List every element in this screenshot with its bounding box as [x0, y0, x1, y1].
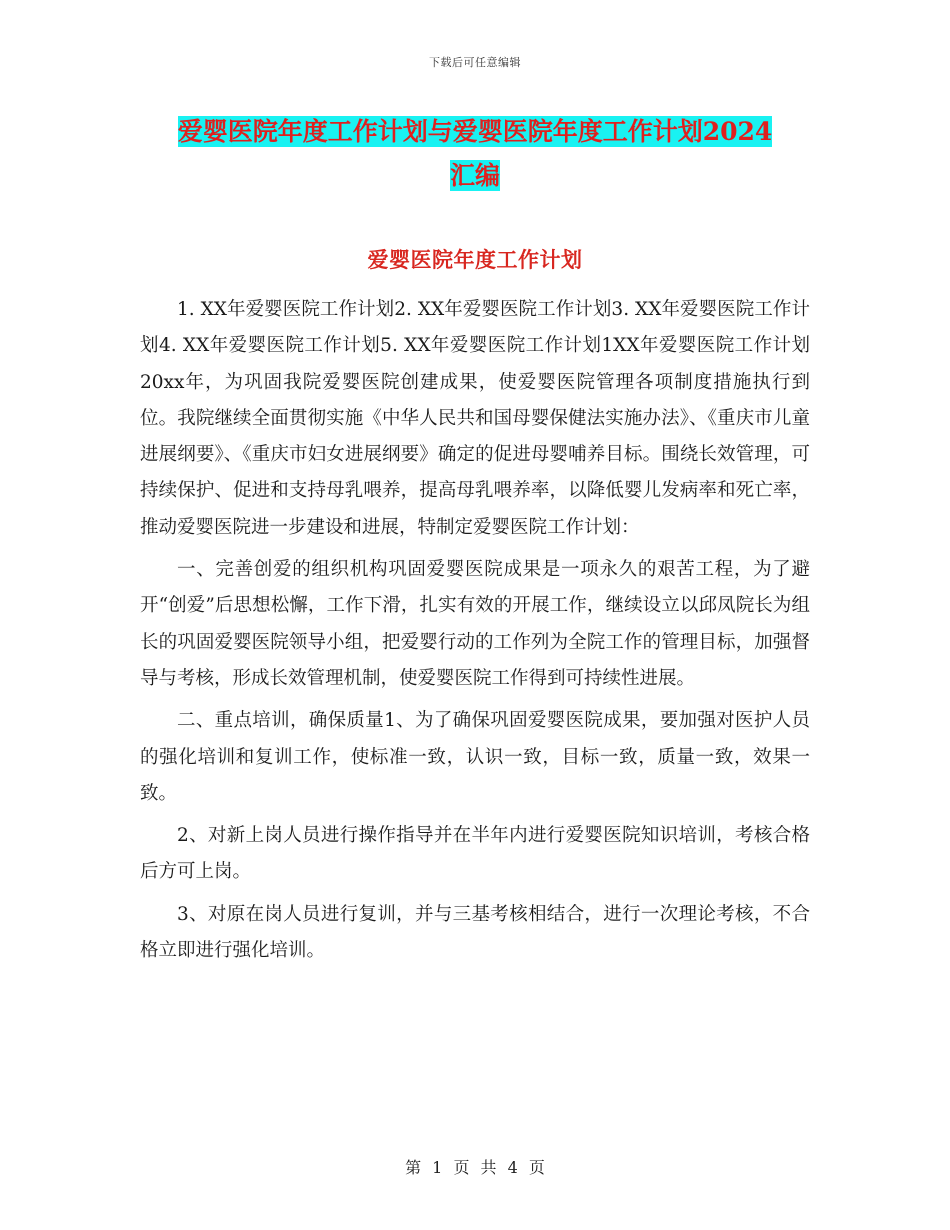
- paragraph: 3、对原在岗人员进行复训，并与三基考核相结合，进行一次理论考核，不合格立即进行强化培训。: [140, 903, 810, 962]
- header-note: 下载后可任意编辑: [429, 56, 521, 69]
- document-body: [140, 292, 810, 975]
- title-line-2: 汇编: [449, 161, 500, 190]
- paragraph: 2、对新上岗人员进行操作指导并在半年内进行爱婴医院知识培训，考核合格后方可上岗。: [140, 825, 810, 883]
- paragraph: 1. XX年爱婴医院工作计划2. XX年爱婴医院工作计划3. XX年爱婴医院工作计划4. XX年爱婴医院工作计划5. XX年爱婴医院工作计划1XX年爱婴医院工作计划20xx年，为巩固我院爱婴医院创建成果，使爱婴医院管理各项制度措施执行到位。我院继续全面贯彻实施《中华人民共和国母婴保健法实施办法》、《重庆市儿童进展纲要》、《重庆市妇女进展纲要》确定的促进母婴哺养目标。围绕长效管理，可持续保护、促进和支持母乳喂养，提高母乳喂养率，以降低婴儿发病率和死亡率，推动爱婴医院进一步建设和进展，特制定爱婴医院工作计划：: [140, 299, 810, 538]
- title-line-1: 爱婴医院年度工作计划与爱婴医院年度工作计划2024: [177, 117, 773, 146]
- page-footer: 第 1 页 共 4 页: [405, 1158, 545, 1177]
- section-title: 爱婴医院年度工作计划: [367, 247, 583, 272]
- document-title: [150, 110, 800, 198]
- paragraph: 二、重点培训，确保质量1、为了确保巩固爱婴医院成果，要加强对医护人员的强化培训和复训工作，使标准一致，认识一致，目标一致，质量一致，效果一致。: [140, 710, 810, 804]
- paragraph: 一、完善创爱的组织机构巩固爱婴医院成果是一项永久的艰苦工程，为了避开“创爱”后思想松懈，工作下滑，扎实有效的开展工作，继续设立以邱凤院长为组长的巩固爱婴医院领导小组，把爱婴行动的工作列为全院工作的管理目标，加强督导与考核，形成长效管理机制，使爱婴医院工作得到可持续性进展。: [140, 559, 810, 689]
